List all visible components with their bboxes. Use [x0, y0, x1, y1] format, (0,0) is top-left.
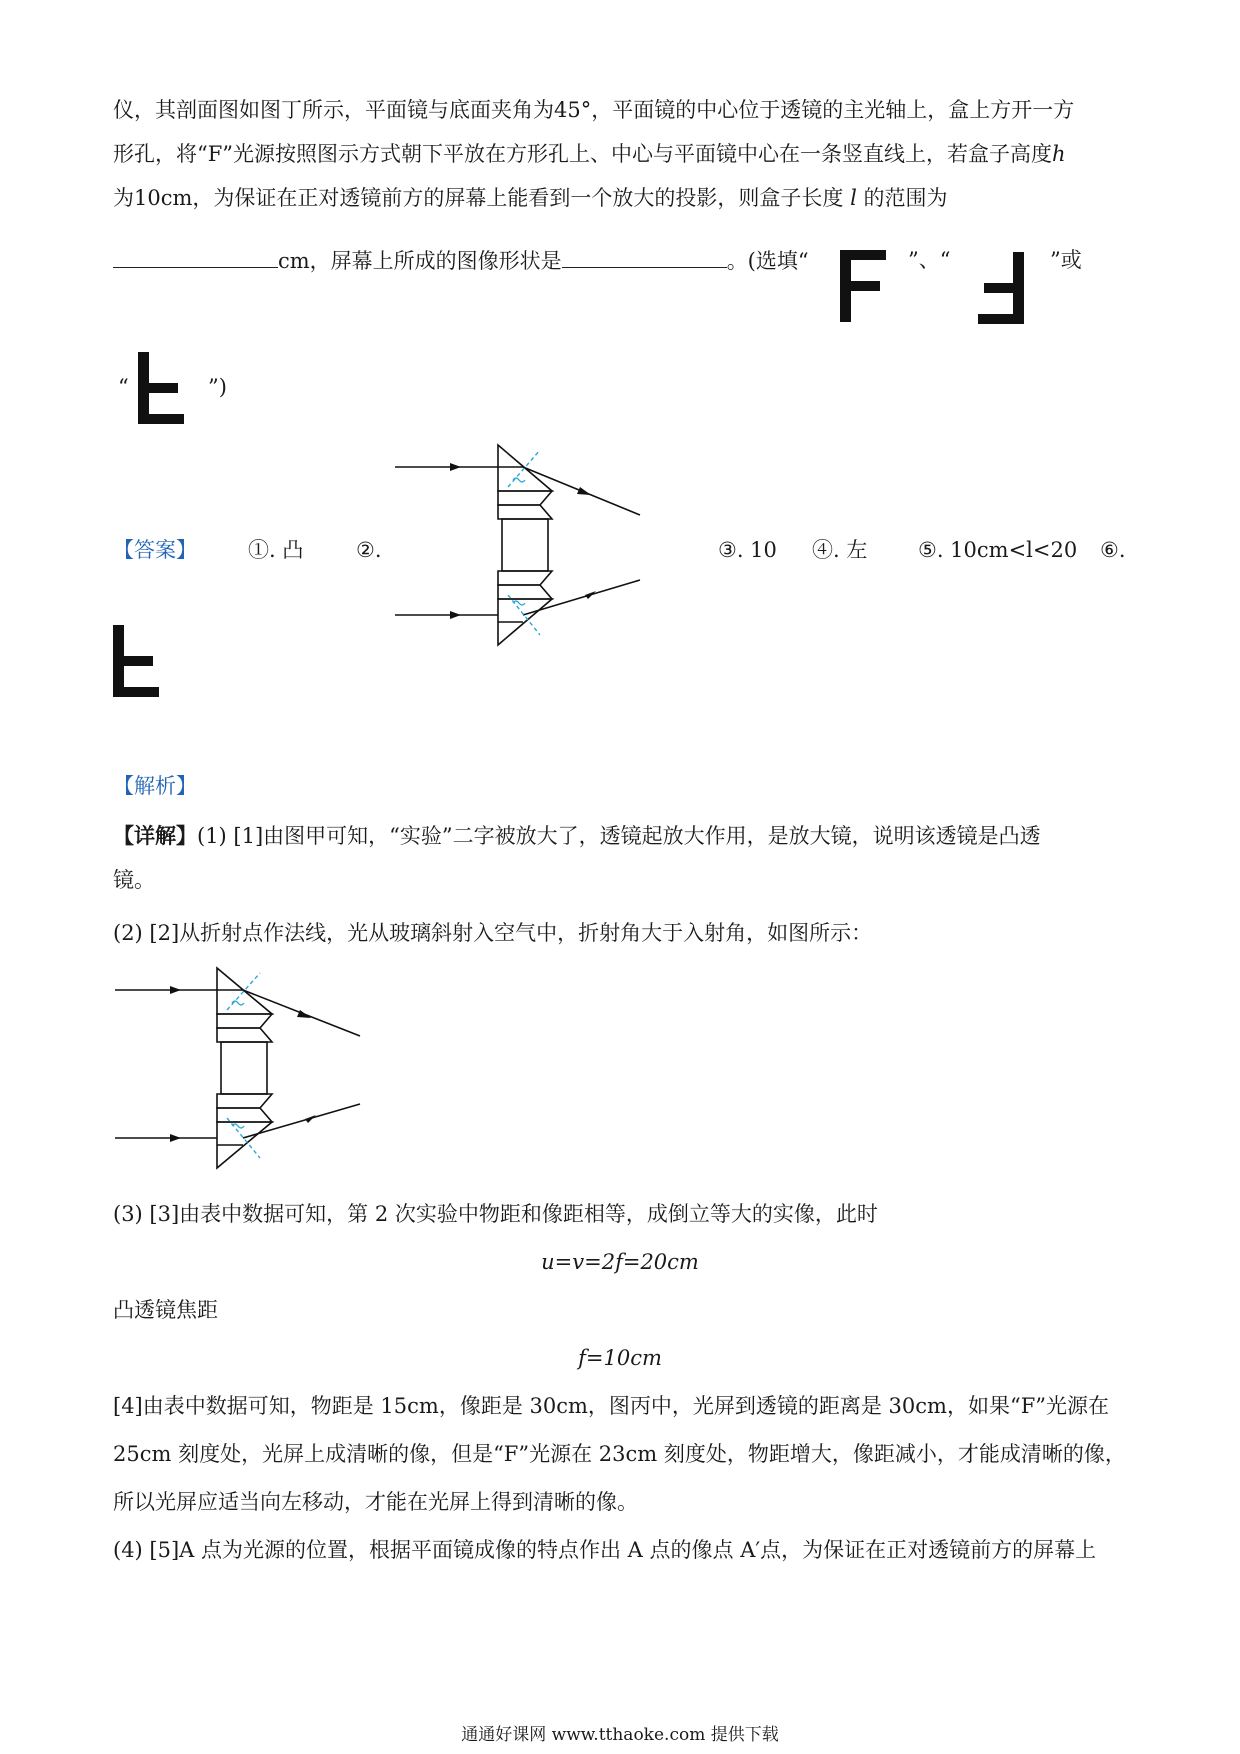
answer-item-1: ①. 凸 [248, 538, 304, 562]
answer-item-6: ⑥. [1100, 538, 1126, 562]
answer-item-3: ③. 10 [718, 538, 777, 562]
answer-blank-range[interactable] [113, 245, 278, 268]
analysis-p2: (2) [2]从折射点作法线，光从玻璃斜射入空气中，折射角大于入射角，如图所示： [113, 921, 873, 945]
equation-1: u=v=2f=20cm [541, 1250, 699, 1274]
analysis-p4-line3: 所以光屏应适当向左移动，才能在光屏上得到清晰的像。 [113, 1490, 638, 1514]
question-line-3-text: 为10cm，为保证在正对透镜前方的屏幕上能看到一个放大的投影，则盒子长度 [113, 186, 844, 210]
answer-label: 【答案】 [113, 538, 197, 562]
analysis-p3: (3) [3]由表中数据可知，第 2 次实验中物距和像距相等，成倒立等大的实像，此时 [113, 1202, 878, 1226]
analysis-label: 【解析】 [113, 774, 197, 798]
variable-h: h [1052, 142, 1066, 166]
question-line-3 [113, 183, 948, 213]
question-line-5-close: ”) [208, 375, 227, 399]
detail-label: 【详解】 [113, 823, 197, 848]
option-upside-down-f-glyph [138, 352, 188, 424]
question-line-4-or: ”或 [1050, 248, 1082, 272]
equation-2: f=10cm [578, 1346, 662, 1370]
analysis-p1-text: (1) [1]由图甲可知，“实验”二字被放大了，透镜起放大作用，是放大镜，说明该透镜是凸透 [197, 824, 1041, 848]
analysis-p4-line1: [4]由表中数据可知，物距是 15cm，像距是 30cm，图丙中，光屏到透镜的距离是 30cm，如果“F”光源在 [113, 1394, 1109, 1418]
question-line-2 [113, 139, 1066, 169]
question-line-4-option-open: 。(选填“ [726, 249, 809, 273]
question-line-4-sep: ”、“ [908, 248, 951, 272]
question-line-3-tail: 的范围为 [863, 186, 948, 210]
answer-6-glyph [113, 625, 163, 697]
analysis-refraction-diagram [115, 968, 365, 1173]
option-inverted-f-glyph [978, 252, 1028, 324]
analysis-p4-line2: 25cm 刻度处，光屏上成清晰的像，但是“F”光源在 23cm 刻度处，物距增大，像距减小，才能成清晰的像， [113, 1442, 1126, 1466]
answer-item-5: ⑤. 10cm<l<20 [918, 538, 1078, 562]
answer-item-2: ②. [356, 538, 382, 562]
answer-blank-shape[interactable] [562, 245, 727, 268]
analysis-p1-cont: 镜。 [113, 868, 155, 892]
answer-refraction-diagram [395, 445, 655, 655]
question-line-2-text: 形孔，将“F”光源按照图示方式朝下平放在方形孔上、中心与平面镜中心在一条竖直线上，若盒子高度 [113, 142, 1053, 166]
variable-l: l [850, 186, 857, 210]
option-f-glyph [840, 250, 890, 322]
question-line-4 [113, 245, 809, 276]
analysis-p5: (4) [5]A 点为光源的位置，根据平面镜成像的特点作出 A 点的像点 A′点，为保证在正对透镜前方的屏幕上 [113, 1538, 1097, 1562]
analysis-p3b: 凸透镜焦距 [113, 1298, 218, 1322]
analysis-p1 [113, 821, 1041, 851]
question-line-4-text: cm，屏幕上所成的图像形状是 [278, 249, 562, 273]
question-line-1: 仪，其剖面图如图丁所示，平面镜与底面夹角为45°，平面镜的中心位于透镜的主光轴上，盒上方开一方 [113, 98, 1075, 122]
answer-item-4: ④. 左 [812, 538, 868, 562]
page-footer: 通通好课网 www.tthaoke.com 提供下载 [461, 1725, 779, 1745]
question-line-5-open: “ [118, 375, 129, 399]
